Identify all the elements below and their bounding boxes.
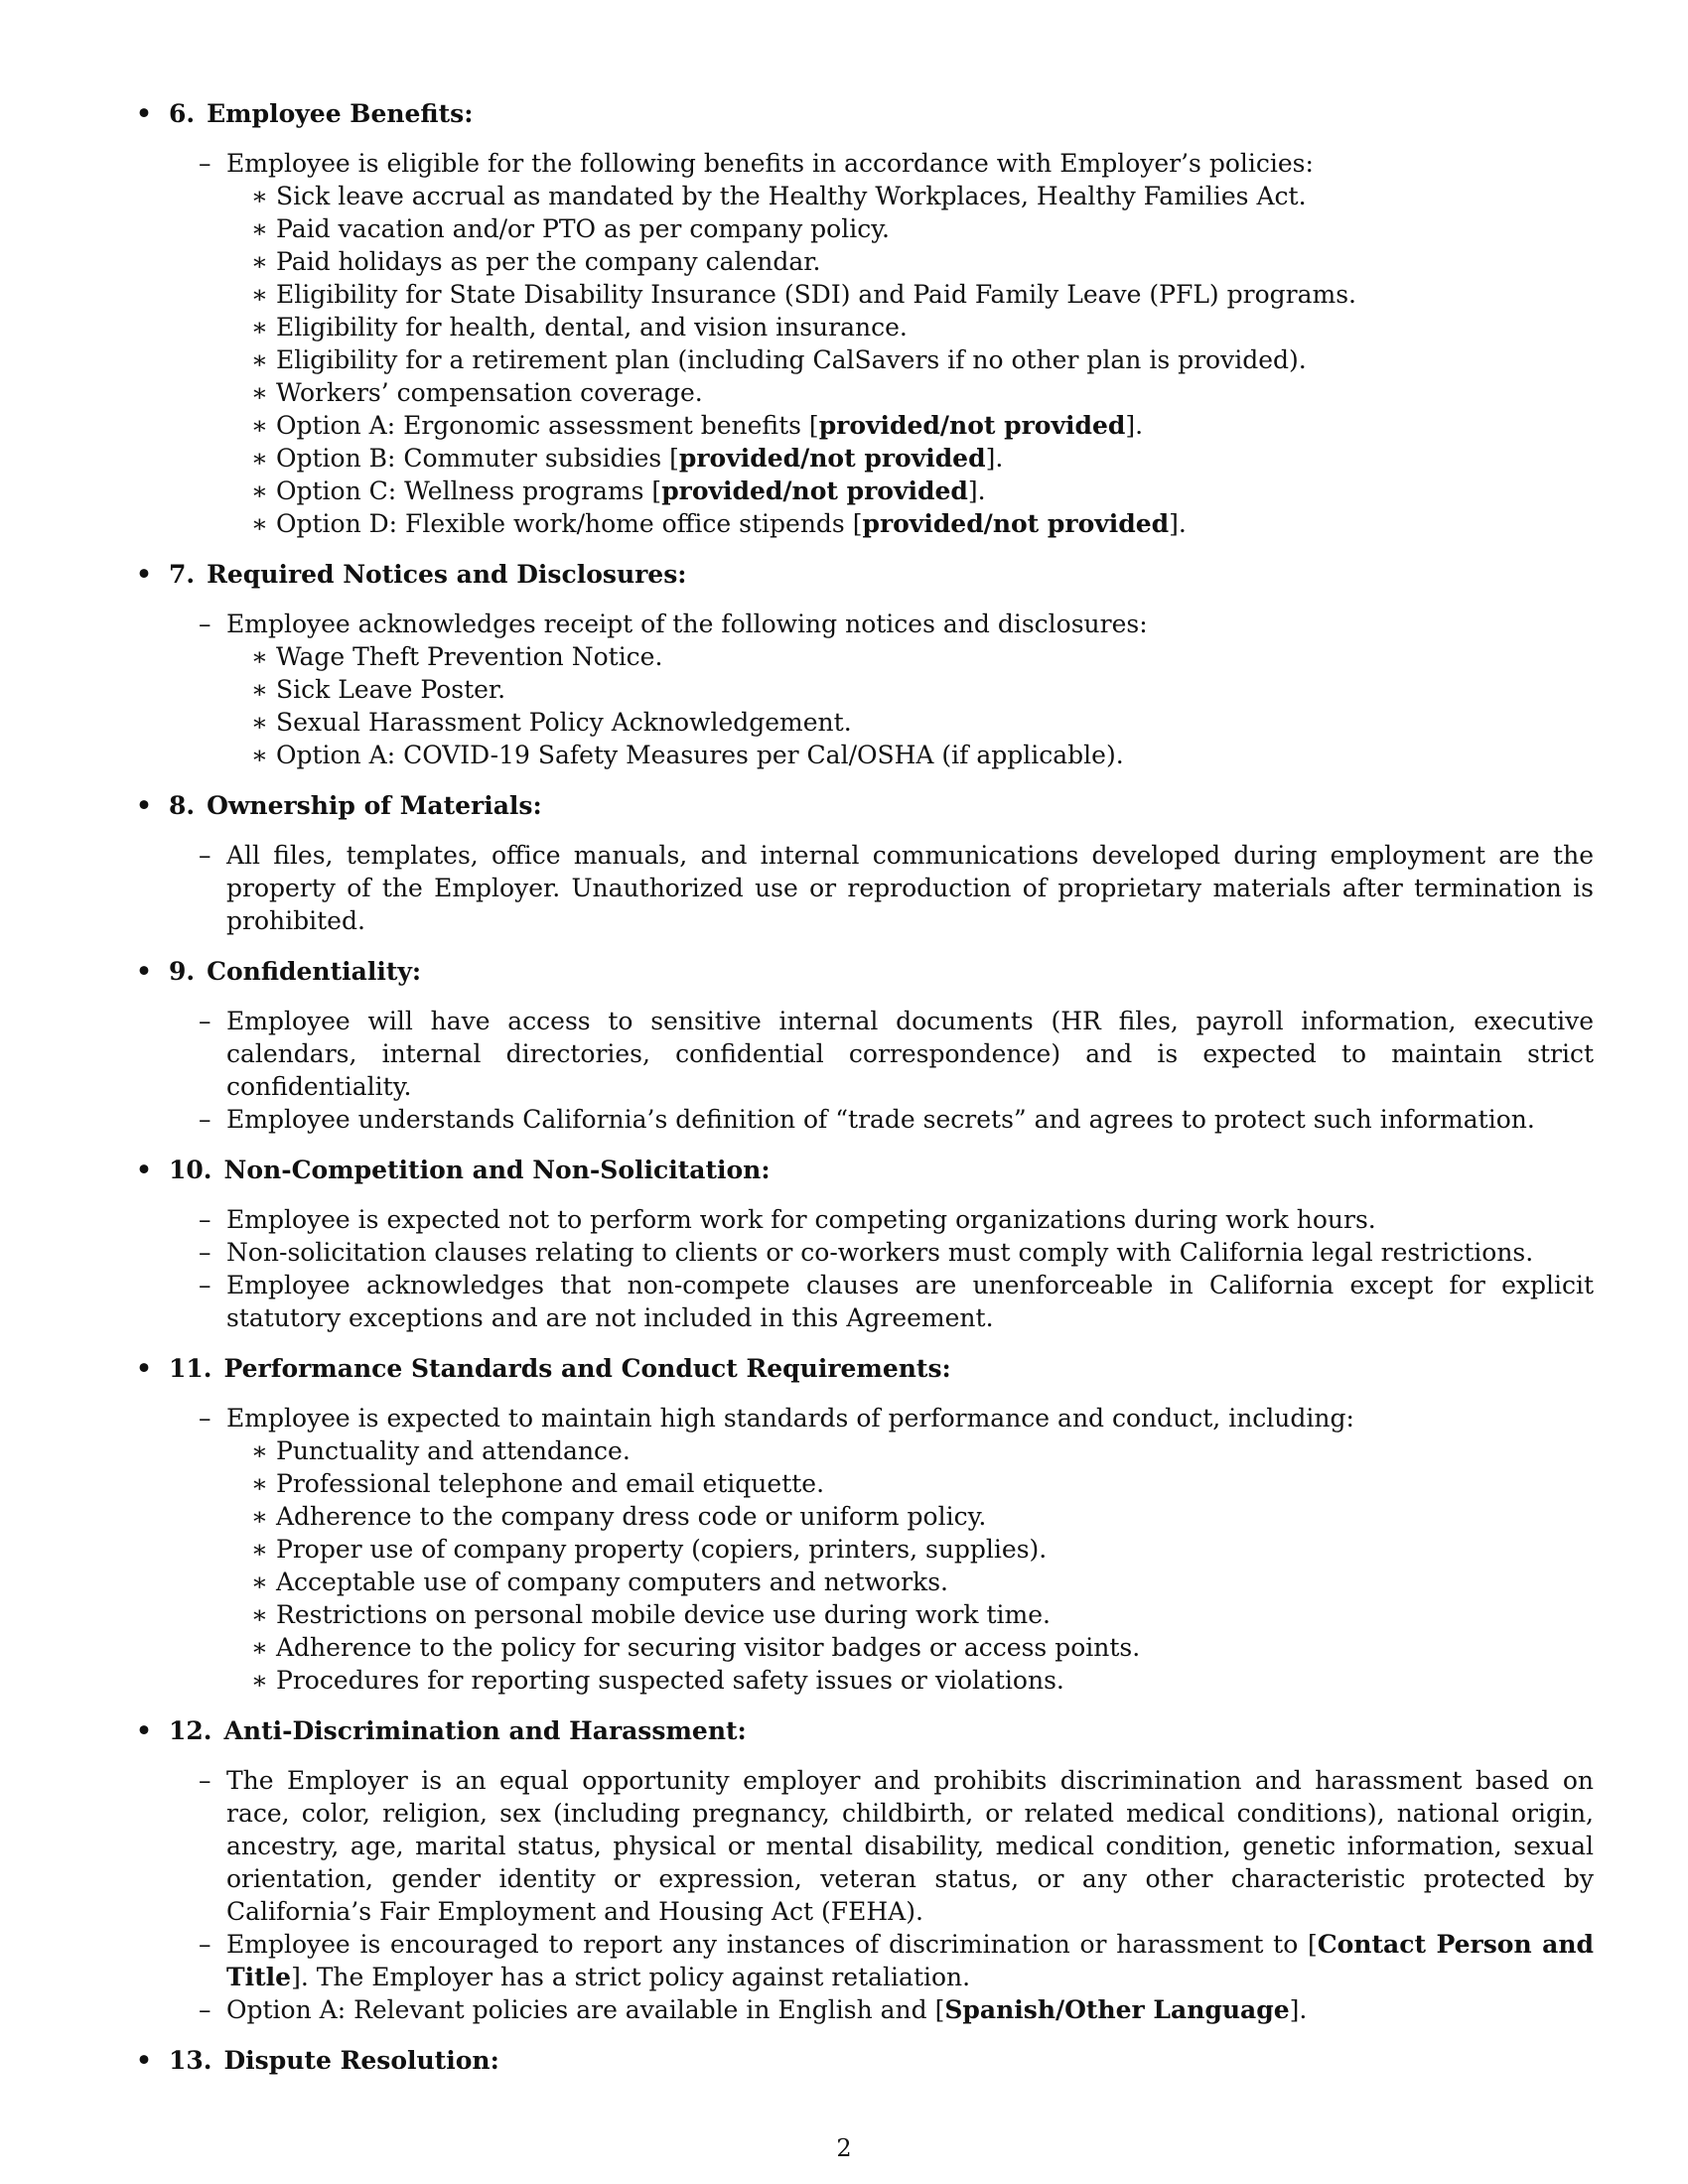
text-run: Non-solicitation clauses relating to clients or co-workers must comply with California legal restrictions. (226, 1238, 1534, 1267)
dash-icon: – (199, 1995, 211, 2024)
text-run: Punctuality and attendance. (276, 1436, 631, 1465)
dash-icon: – (199, 1766, 211, 1795)
section-12 (134, 1714, 1594, 2026)
asterisk-icon: ∗ (251, 280, 268, 309)
text-run: Wage Theft Prevention Notice. (276, 642, 663, 671)
section-heading (134, 789, 1594, 822)
list-item (199, 1269, 1594, 1334)
sub-item-text (276, 247, 820, 276)
section-heading (134, 2044, 1594, 2077)
text-run: ]. (985, 444, 1004, 473)
text-run: Paid vacation and/or PTO as per company policy. (276, 214, 890, 243)
list-item (199, 1203, 1594, 1236)
text-run: Adherence to the policy for securing visitor badges or access points. (276, 1633, 1141, 1662)
section-title: Ownership of Materials: (207, 791, 542, 820)
sub-list-item (251, 1434, 1594, 1467)
section-number: 13. (169, 2046, 212, 2075)
text-run: Restrictions on personal mobile device use during work time. (276, 1600, 1052, 1629)
text-run: Sexual Harassment Policy Acknowledgement. (276, 708, 852, 737)
section-11 (134, 1352, 1594, 1697)
section-title: Performance Standards and Conduct Requirements: (223, 1354, 951, 1383)
section-13 (134, 2044, 1594, 2077)
section-title: Dispute Resolution: (223, 2046, 499, 2075)
item-text (226, 1236, 1594, 1269)
text-run: Acceptable use of company computers and networks. (276, 1568, 948, 1596)
item-text (226, 1103, 1594, 1136)
dash-icon: – (199, 1205, 211, 1234)
bullet-icon: • (136, 1716, 152, 1745)
text-run: Sick Leave Poster. (276, 675, 506, 704)
list-item (199, 1402, 1594, 1697)
section-items (134, 147, 1594, 540)
text-run: ]. (967, 477, 986, 505)
bullet-icon: • (136, 957, 152, 986)
section-heading (134, 558, 1594, 591)
section-heading (134, 955, 1594, 988)
sub-list-item (251, 739, 1594, 771)
list-item (199, 1764, 1594, 1928)
text-run: Proper use of company property (copiers, printers, supplies). (276, 1535, 1048, 1564)
dash-icon: – (199, 1930, 211, 1959)
text-run: Sick leave accrual as mandated by the Healthy Workplaces, Healthy Families Act. (276, 182, 1307, 210)
text-run: Employee is expected to maintain high standards of performance and conduct, including: (226, 1404, 1354, 1433)
bullet-icon: • (136, 1156, 152, 1184)
text-run: Procedures for reporting suspected safety issues or violations. (276, 1666, 1064, 1695)
placeholder-text: provided/not provided (862, 509, 1170, 538)
sub-list-item (251, 1566, 1594, 1598)
text-run: The Employer is an equal opportunity employer and prohibits discrimination and harassment based on race, color, religion, sex (including pregnancy, childbirth, or related medical conditions), national origin, ancestry, age, marital status, physical or mental disability, medical condition, genetic information, sexual orientation, gender identity or expression, veteran status, or any other characteristic protected by California’s Fair Employment and Housing Act (FEHA). (226, 1766, 1594, 1926)
section-title: Non-Competition and Non-Solicitation: (223, 1156, 771, 1184)
text-run: Eligibility for health, dental, and vision insurance. (276, 313, 908, 341)
section-number: 12. (169, 1716, 212, 1745)
text-run: Employee is eligible for the following benefits in accordance with Employer’s policies: (226, 149, 1314, 178)
sub-list-item (251, 673, 1594, 706)
section-10 (134, 1154, 1594, 1334)
dash-icon: – (199, 1007, 211, 1035)
section-6 (134, 97, 1594, 540)
asterisk-icon: ∗ (251, 1502, 268, 1531)
sub-list-item (251, 180, 1594, 212)
asterisk-icon: ∗ (251, 708, 268, 737)
text-run: Option B: Commuter subsidies [ (276, 444, 679, 473)
page-number: 2 (836, 2134, 852, 2162)
section-heading (134, 1352, 1594, 1385)
list-item (199, 1103, 1594, 1136)
item-text (226, 1203, 1594, 1236)
section-number: 11. (169, 1354, 212, 1383)
asterisk-icon: ∗ (251, 1469, 268, 1498)
sub-item-text (276, 345, 1307, 374)
text-run: Option A: COVID-19 Safety Measures per Cal/OSHA (if applicable). (276, 741, 1124, 769)
asterisk-icon: ∗ (251, 509, 268, 538)
section-9 (134, 955, 1594, 1136)
sub-list-item (251, 475, 1594, 507)
text-run: Paid holidays as per the company calendar. (276, 247, 821, 276)
item-text (226, 1928, 1594, 1993)
sub-item-text (276, 477, 986, 505)
sub-item-text (276, 1502, 986, 1531)
sub-item-text (276, 214, 890, 243)
asterisk-icon: ∗ (251, 741, 268, 769)
sub-item-text (276, 182, 1307, 210)
section-heading (134, 1154, 1594, 1186)
document-body (134, 97, 1594, 2095)
section-items (134, 1764, 1594, 2026)
dash-icon: – (199, 1238, 211, 1267)
section-items (134, 839, 1594, 937)
sub-list-item (251, 442, 1594, 475)
sub-list-item (251, 1533, 1594, 1566)
sub-list-item (251, 507, 1594, 540)
text-run: Employee will have access to sensitive internal documents (HR files, payroll information, executive calendars, internal directories, confidential correspondence) and is expected to maintain strict confidentiality. (226, 1007, 1594, 1101)
list-item (199, 608, 1594, 771)
sub-list-item (251, 1500, 1594, 1533)
sub-list-item (251, 706, 1594, 739)
asterisk-icon: ∗ (251, 247, 268, 276)
text-run: Option A: Relevant policies are available in English and [ (226, 1995, 945, 2024)
placeholder-text: Contact Person and Title (226, 1930, 1594, 1991)
sub-item-text (276, 741, 1124, 769)
item-text (226, 1402, 1594, 1434)
sub-item-text (276, 1600, 1051, 1629)
text-run: Employee is expected not to perform work for competing organizations during work hours. (226, 1205, 1376, 1234)
placeholder-text: provided/not provided (661, 477, 968, 505)
asterisk-icon: ∗ (251, 313, 268, 341)
text-run: Employee acknowledges receipt of the following notices and disclosures: (226, 610, 1148, 638)
list-item (199, 147, 1594, 540)
asterisk-icon: ∗ (251, 182, 268, 210)
list-item (199, 1005, 1594, 1103)
dash-icon: – (199, 841, 211, 870)
sub-item-text (276, 675, 505, 704)
section-title: Employee Benefits: (207, 99, 474, 128)
section-items (134, 1402, 1594, 1697)
item-text (226, 1993, 1594, 2026)
section-heading (134, 97, 1594, 130)
list-item (199, 1236, 1594, 1269)
item-text (226, 608, 1594, 640)
sub-list-item (251, 311, 1594, 343)
text-run: Adherence to the company dress code or uniform policy. (276, 1502, 987, 1531)
asterisk-icon: ∗ (251, 1535, 268, 1564)
sub-list-item (251, 376, 1594, 409)
section-8 (134, 789, 1594, 937)
section-title: Anti-Discrimination and Harassment: (223, 1716, 747, 1745)
item-text (226, 147, 1594, 180)
sub-item-text (276, 1469, 824, 1498)
text-run: ]. (1289, 1995, 1308, 2024)
dash-icon: – (199, 149, 211, 178)
asterisk-icon: ∗ (251, 1436, 268, 1465)
section-title: Required Notices and Disclosures: (207, 560, 687, 589)
sub-item-text (276, 280, 1356, 309)
sub-item-text (276, 411, 1143, 440)
dash-icon: – (199, 610, 211, 638)
sub-list-item (251, 1467, 1594, 1500)
sub-item-text (276, 313, 908, 341)
section-number: 9. (169, 957, 196, 986)
asterisk-icon: ∗ (251, 1666, 268, 1695)
placeholder-text: provided/not provided (818, 411, 1126, 440)
list-item (199, 1993, 1594, 2026)
asterisk-icon: ∗ (251, 1568, 268, 1596)
bullet-icon: • (136, 791, 152, 820)
asterisk-icon: ∗ (251, 411, 268, 440)
text-run: Eligibility for State Disability Insurance (SDI) and Paid Family Leave (PFL) programs. (276, 280, 1356, 309)
asterisk-icon: ∗ (251, 477, 268, 505)
text-run: ]. (1125, 411, 1144, 440)
asterisk-icon: ∗ (251, 675, 268, 704)
section-items (134, 608, 1594, 771)
list-item (199, 1928, 1594, 1993)
asterisk-icon: ∗ (251, 378, 268, 407)
sub-list (226, 1434, 1594, 1697)
sub-item-text (276, 1535, 1047, 1564)
asterisk-icon: ∗ (251, 345, 268, 374)
section-title: Confidentiality: (207, 957, 422, 986)
bullet-icon: • (136, 560, 152, 589)
section-items (134, 1005, 1594, 1136)
item-text (226, 1764, 1594, 1928)
text-run: Workers’ compensation coverage. (276, 378, 703, 407)
text-run: Employee is encouraged to report any instances of discrimination or harassment to [ (226, 1930, 1318, 1959)
sub-list (226, 640, 1594, 771)
dash-icon: – (199, 1404, 211, 1433)
sub-item-text (276, 708, 852, 737)
sub-list-item (251, 640, 1594, 673)
text-run: Option A: Ergonomic assessment benefits [ (276, 411, 819, 440)
bullet-icon: • (136, 1354, 152, 1383)
item-text (226, 839, 1594, 937)
sub-list-item (251, 1631, 1594, 1664)
section-heading (134, 1714, 1594, 1747)
asterisk-icon: ∗ (251, 444, 268, 473)
text-run: Employee understands California’s definition of “trade secrets” and agrees to protect such information. (226, 1105, 1535, 1134)
text-run: Eligibility for a retirement plan (including CalSavers if no other plan is provided). (276, 345, 1307, 374)
text-run: Option D: Flexible work/home office stipends [ (276, 509, 863, 538)
sub-item-text (276, 1436, 631, 1465)
text-run: All files, templates, office manuals, and internal communications developed during employment are the property of the Employer. Unauthorized use or reproduction of proprietary materials after termination is prohibited. (226, 841, 1594, 935)
text-run: Option C: Wellness programs [ (276, 477, 662, 505)
text-run: ]. (1169, 509, 1187, 538)
sub-list-item (251, 278, 1594, 311)
sub-list-item (251, 343, 1594, 376)
bullet-icon: • (136, 99, 152, 128)
placeholder-text: Spanish/Other Language (944, 1995, 1290, 2024)
text-run: Employee acknowledges that non-compete clauses are unenforceable in California except for explicit statutory exceptions and are not included in this Agreement. (226, 1271, 1594, 1332)
section-7 (134, 558, 1594, 771)
item-text (226, 1005, 1594, 1103)
section-number: 6. (169, 99, 196, 128)
sub-item-text (276, 1666, 1064, 1695)
sub-list-item (251, 1664, 1594, 1697)
sub-list-item (251, 212, 1594, 245)
asterisk-icon: ∗ (251, 1600, 268, 1629)
section-number: 10. (169, 1156, 212, 1184)
dash-icon: – (199, 1271, 211, 1299)
sub-list (226, 180, 1594, 540)
sub-item-text (276, 509, 1187, 538)
asterisk-icon: ∗ (251, 1633, 268, 1662)
section-items (134, 1203, 1594, 1334)
sub-list-item (251, 409, 1594, 442)
text-run: ]. The Employer has a strict policy against retaliation. (291, 1963, 971, 1991)
asterisk-icon: ∗ (251, 214, 268, 243)
section-number: 7. (169, 560, 196, 589)
sub-item-text (276, 642, 662, 671)
sub-list-item (251, 245, 1594, 278)
placeholder-text: provided/not provided (678, 444, 986, 473)
sub-item-text (276, 1568, 948, 1596)
sub-item-text (276, 444, 1003, 473)
bullet-icon: • (136, 2046, 152, 2075)
sub-item-text (276, 1633, 1140, 1662)
sub-item-text (276, 378, 703, 407)
text-run: Professional telephone and email etiquette. (276, 1469, 825, 1498)
item-text (226, 1269, 1594, 1334)
dash-icon: – (199, 1105, 211, 1134)
asterisk-icon: ∗ (251, 642, 268, 671)
sub-list-item (251, 1598, 1594, 1631)
section-number: 8. (169, 791, 196, 820)
list-item (199, 839, 1594, 937)
